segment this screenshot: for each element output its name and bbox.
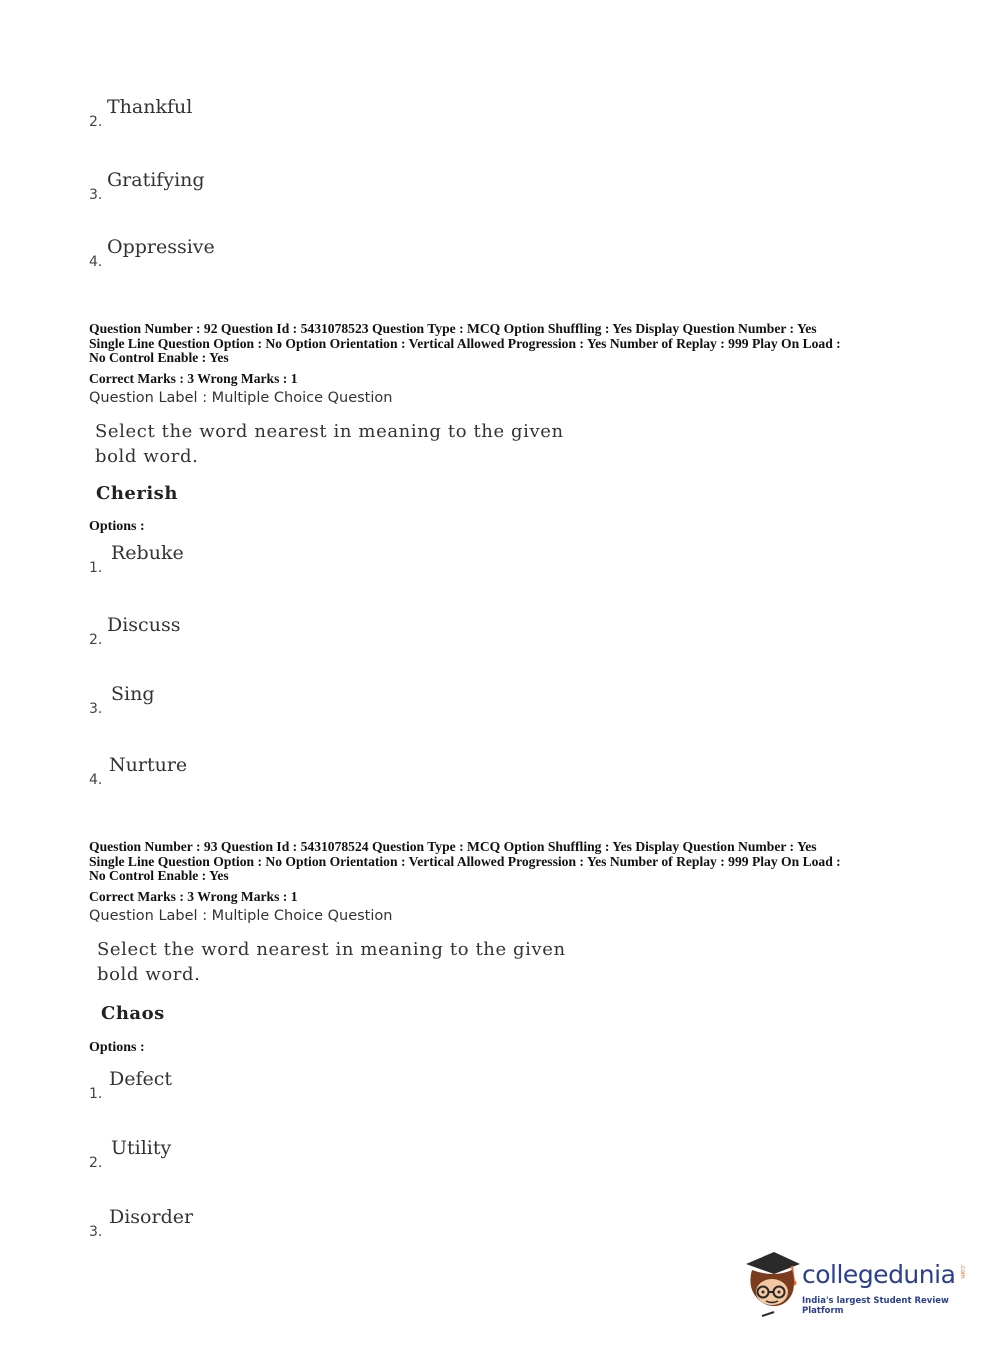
option-number: 2. xyxy=(89,114,103,130)
logo-tagline: India's largest Student Review Platform xyxy=(802,1296,949,1316)
meta-line: No Control Enable : Yes xyxy=(89,350,229,366)
question-stem xyxy=(95,419,615,469)
meta-line: Single Line Question Option : No Option Orientation : Vertical Allowed Progression : Yes Number of Replay : 999 Play On Load : xyxy=(89,853,841,869)
option-text: Utility xyxy=(111,1137,172,1159)
option-text: Thankful xyxy=(107,96,193,118)
options-label: Options : xyxy=(89,1040,145,1055)
question-meta xyxy=(89,840,919,884)
question-label: Question Label : Multiple Choice Question xyxy=(89,390,393,406)
question-marks: Correct Marks : 3 Wrong Marks : 1 xyxy=(89,889,298,904)
meta-line: No Control Enable : Yes xyxy=(89,868,229,884)
option-number: 3. xyxy=(89,187,103,203)
option-text: Rebuke xyxy=(111,542,184,564)
meta-line: Question Number : 93 Question Id : 5431078524 Question Type : MCQ Option Shuffling : Yes Display Question Number : Yes xyxy=(89,839,817,854)
option-number: 4. xyxy=(89,772,103,788)
option-text: Gratifying xyxy=(107,169,205,191)
option-text: Sing xyxy=(111,683,155,705)
stem-line: Select the word nearest in meaning to the given xyxy=(95,421,564,442)
logo-com: .com xyxy=(959,1264,966,1279)
options-label: Options : xyxy=(89,519,145,534)
question-label: Question Label : Multiple Choice Question xyxy=(89,908,393,924)
option-text: Discuss xyxy=(107,614,181,636)
meta-line: Question Number : 92 Question Id : 5431078523 Question Type : MCQ Option Shuffling : Yes Display Question Number : Yes xyxy=(89,321,817,336)
option-text: Oppressive xyxy=(107,236,215,258)
stem-line: bold word. xyxy=(95,446,199,467)
option-number: 3. xyxy=(89,1224,103,1240)
logo-brand: collegedunia xyxy=(802,1260,956,1289)
stem-line: Select the word nearest in meaning to the given xyxy=(97,939,566,960)
meta-line: Single Line Question Option : No Option Orientation : Vertical Allowed Progression : Yes Number of Replay : 999 Play On Load : xyxy=(89,335,841,351)
option-number: 2. xyxy=(89,632,103,648)
question-marks: Correct Marks : 3 Wrong Marks : 1 xyxy=(89,371,298,386)
option-text: Nurture xyxy=(109,754,188,776)
option-number: 1. xyxy=(89,1086,103,1102)
option-number: 4. xyxy=(89,254,103,270)
stem-line: bold word. xyxy=(97,964,201,985)
option-number: 3. xyxy=(89,701,103,717)
option-number: 1. xyxy=(89,560,103,576)
option-text: Defect xyxy=(109,1068,173,1090)
option-number: 2. xyxy=(89,1155,103,1171)
bold-word: Cherish xyxy=(96,483,178,504)
collegedunia-logo xyxy=(744,1250,974,1320)
bold-word: Chaos xyxy=(101,1003,165,1024)
option-text: Disorder xyxy=(109,1206,194,1228)
question-stem xyxy=(97,937,617,987)
question-meta xyxy=(89,322,919,366)
mascot-icon xyxy=(744,1250,804,1320)
